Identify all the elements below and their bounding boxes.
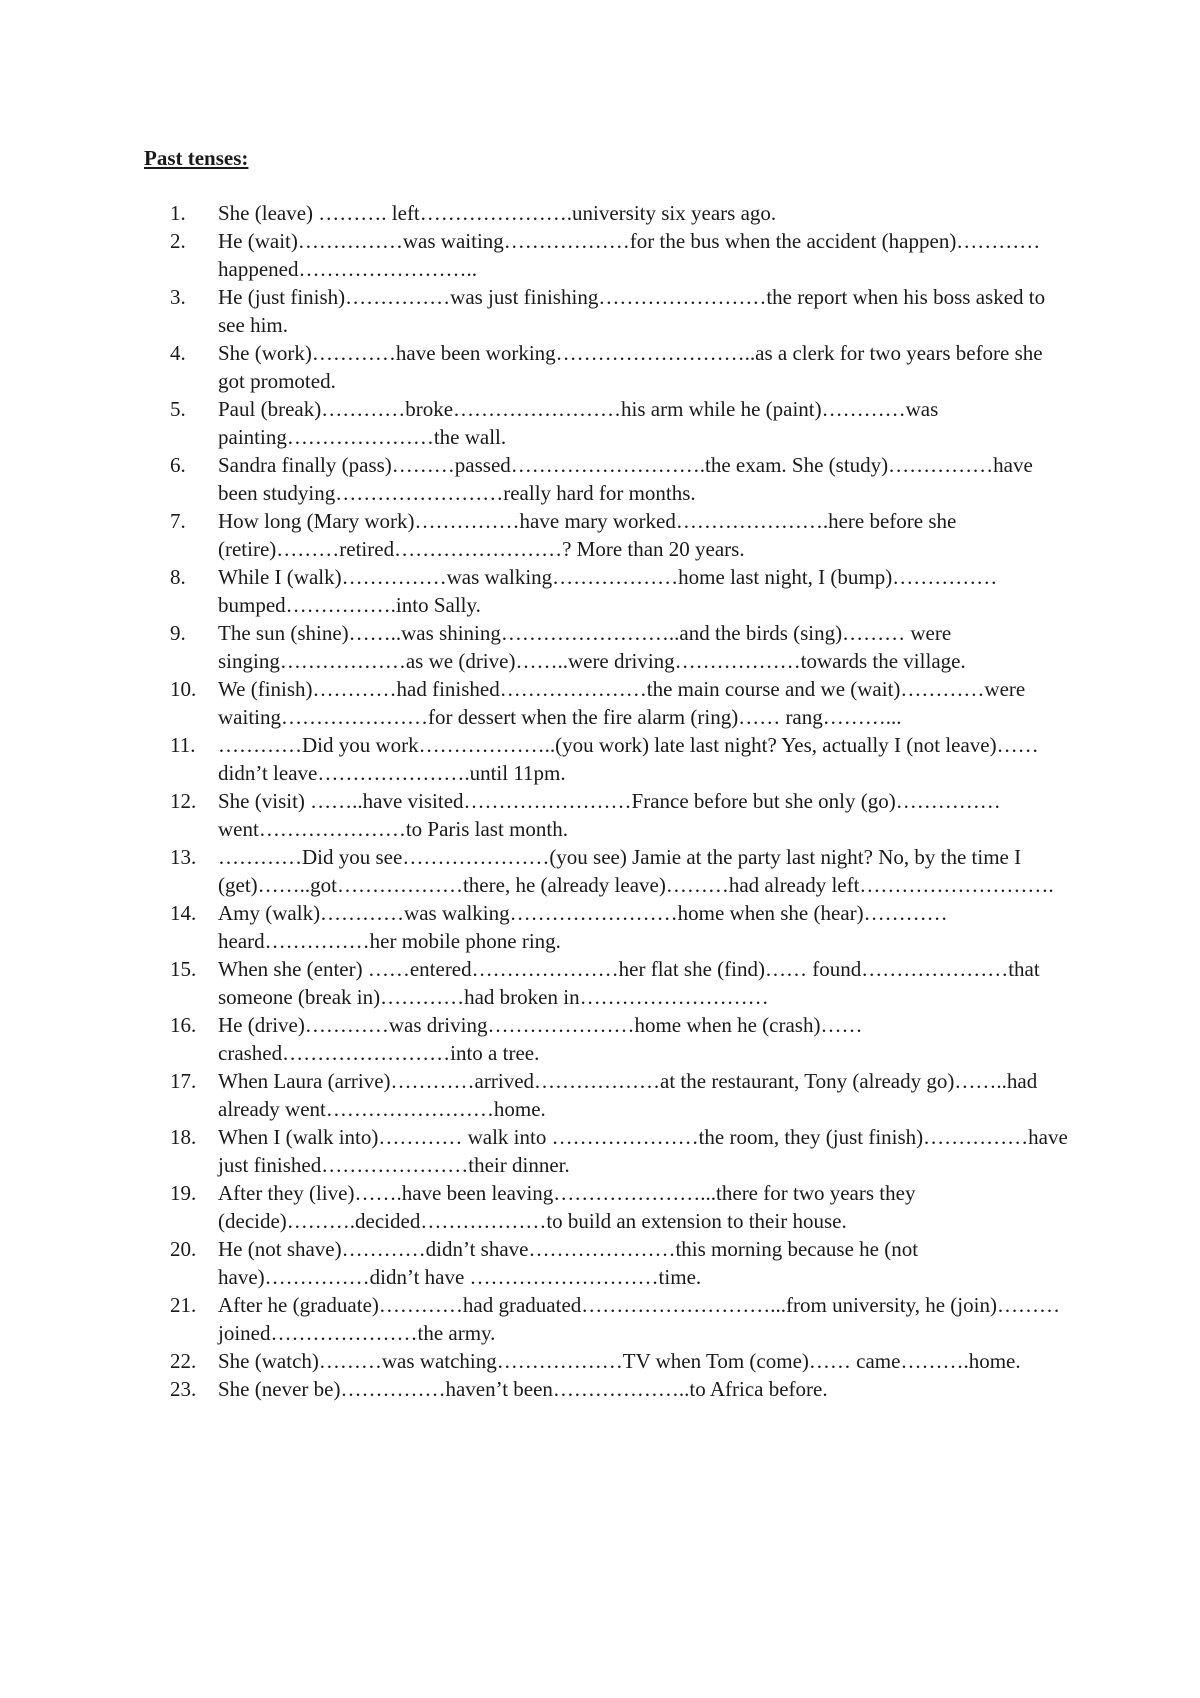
- item-text: She (watch)………was watching………………TV when Tom (come)…… came……….home.: [218, 1349, 1021, 1373]
- item-text: The sun (shine)……..was shining……………………..and the birds (sing)……… were singing………………as we (drive)……..were driving………………towards the village.: [218, 621, 966, 673]
- item-number: 13.: [170, 845, 197, 869]
- item-text: While I (walk)……………was walking………………home last night, I (bump)……………bumped…………….into Sally.: [218, 565, 998, 617]
- exercise-item: [0, 339, 1068, 395]
- item-text: How long (Mary work)……………have mary worked………………….here before she (retire)………retired……………………? More than 20 years.: [218, 509, 957, 561]
- item-text: He (drive)…………was driving…………………home when he (crash)…… crashed……………………into a tree.: [218, 1013, 863, 1065]
- item-number: 8.: [170, 565, 186, 589]
- exercise-item: [0, 451, 1068, 507]
- item-number: 9.: [170, 621, 186, 645]
- item-number: 22.: [170, 1349, 197, 1373]
- item-number: 5.: [170, 397, 186, 421]
- exercise-item: [0, 395, 1068, 451]
- item-number: 12.: [170, 789, 197, 813]
- item-text: After he (graduate)…………had graduated………………………...from university, he (join)………joined…………………the army.: [218, 1293, 1060, 1345]
- item-number: 20.: [170, 1237, 197, 1261]
- item-number: 21.: [170, 1293, 197, 1317]
- exercise-list: [0, 199, 1200, 1403]
- item-text: She (leave) ………. left………………….university six years ago.: [218, 201, 777, 225]
- exercise-item: [0, 1347, 1068, 1375]
- item-text: He (wait)……………was waiting………………for the bus when the accident (happen)…………happened……………………..: [218, 229, 1041, 281]
- item-text: He (not shave)…………didn’t shave…………………this morning because he (not have)……………didn’t have ………………………time.: [218, 1237, 919, 1289]
- item-number: 4.: [170, 341, 186, 365]
- item-text: When I (walk into)………… walk into …………………the room, they (just finish)……………have just finished…………………their dinner.: [218, 1125, 1068, 1177]
- item-text: Paul (break)…………broke……………………his arm while he (paint)…………was painting…………………the wall.: [218, 397, 939, 449]
- item-number: 6.: [170, 453, 186, 477]
- exercise-item: [0, 507, 1068, 563]
- item-number: 10.: [170, 677, 197, 701]
- exercise-item: [0, 1291, 1068, 1347]
- item-number: 18.: [170, 1125, 197, 1149]
- item-text: We (finish)…………had finished…………………the main course and we (wait)…………were waiting…………………for dessert when the fire alarm (ring)…… rang………...: [218, 677, 1026, 729]
- item-number: 16.: [170, 1013, 197, 1037]
- exercise-item: [0, 1179, 1068, 1235]
- item-number: 17.: [170, 1069, 197, 1093]
- item-number: 3.: [170, 285, 186, 309]
- exercise-item: [0, 1235, 1068, 1291]
- exercise-item: [0, 1375, 1068, 1403]
- item-text: She (work)…………have been working………………………..as a clerk for two years before she got promoted.: [218, 341, 1043, 393]
- item-number: 2.: [170, 229, 186, 253]
- item-text: She (never be)……………haven’t been………………..to Africa before.: [218, 1377, 828, 1401]
- exercise-item: [0, 1011, 1068, 1067]
- exercise-item: [0, 283, 1068, 339]
- item-number: 23.: [170, 1377, 197, 1401]
- item-text: …………Did you work………………..(you work) late last night? Yes, actually I (not leave)……didn’t leave………………….until 11pm.: [218, 733, 1039, 785]
- exercise-item: [0, 227, 1068, 283]
- exercise-item: [0, 843, 1068, 899]
- item-text: Sandra finally (pass)………passed……………………….the exam. She (study)……………have been studying……………………really hard for months.: [218, 453, 1033, 505]
- exercise-item: [0, 1123, 1068, 1179]
- item-number: 11.: [170, 733, 196, 757]
- worksheet-title: Past tenses:: [144, 146, 249, 170]
- item-text: He (just finish)……………was just finishing……………………the report when his boss asked to see him.: [218, 285, 1046, 337]
- item-number: 7.: [170, 509, 186, 533]
- item-text: She (visit) ……..have visited……………………France before but she only (go)……………went…………………to Paris last month.: [218, 789, 1001, 841]
- item-text: Amy (walk)…………was walking……………………home when she (hear)…………heard……………her mobile phone ring.: [218, 901, 948, 953]
- item-text: …………Did you see…………………(you see) Jamie at the party last night? No, by the time I (get)……..got………………there, he (already leave)………had already left……………………….: [218, 845, 1054, 897]
- item-number: 14.: [170, 901, 197, 925]
- item-number: 19.: [170, 1181, 197, 1205]
- exercise-item: [0, 563, 1068, 619]
- exercise-item: [0, 675, 1068, 731]
- item-number: 15.: [170, 957, 197, 981]
- item-text: When Laura (arrive)…………arrived………………at the restaurant, Tony (already go)……..had already went……………………home.: [218, 1069, 1038, 1121]
- exercise-item: [0, 1067, 1068, 1123]
- exercise-item: [0, 731, 1068, 787]
- item-text: After they (live)…….have been leaving…………………...there for two years they (decide)……….decided………………to build an extension to their house.: [218, 1181, 916, 1233]
- exercise-item: [0, 199, 1068, 227]
- exercise-item: [0, 787, 1068, 843]
- exercise-item: [0, 955, 1068, 1011]
- item-text: When she (enter) ……entered…………………her flat she (find)…… found…………………that someone (break in)…………had broken in………………………: [218, 957, 1040, 1009]
- exercise-item: [0, 899, 1068, 955]
- item-number: 1.: [170, 201, 186, 225]
- exercise-item: [0, 619, 1068, 675]
